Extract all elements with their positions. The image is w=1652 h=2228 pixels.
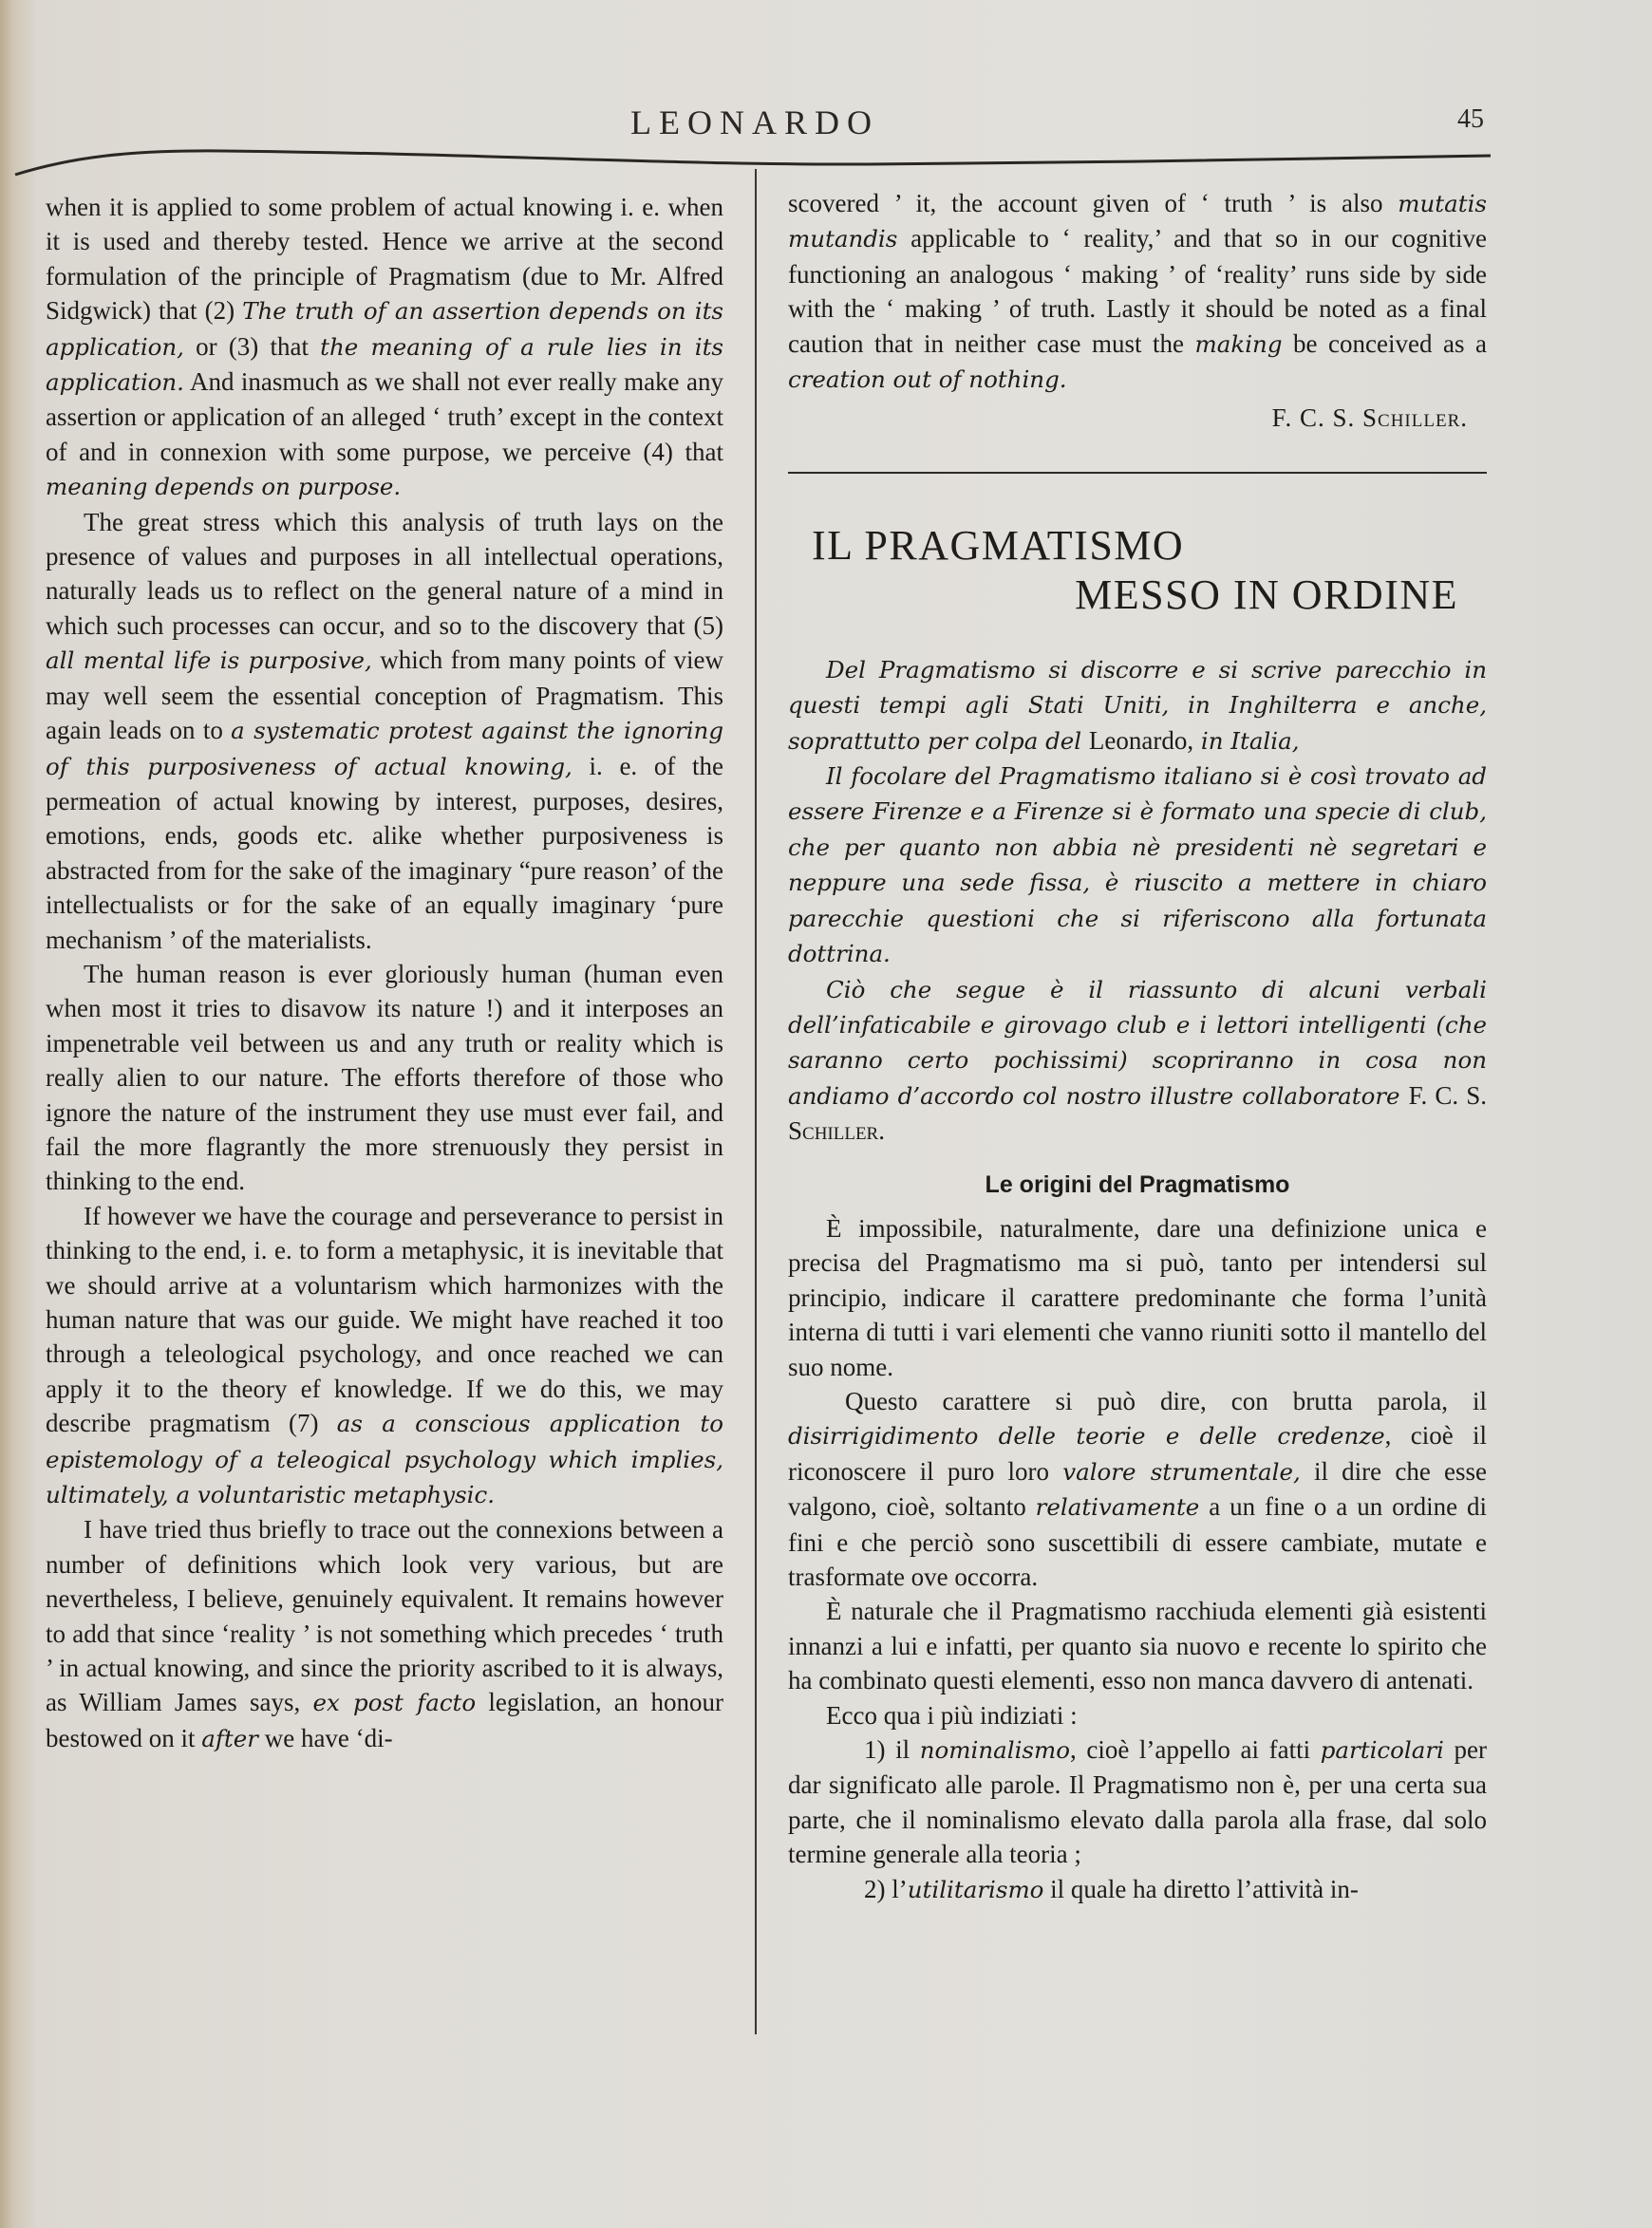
header-rule-line: [15, 151, 1491, 175]
article-intro: [788, 652, 1487, 1149]
intro-paragraph: [788, 652, 1487, 758]
italic-text-run: Ciò che segue è il riassunto di alcuni verbali dell’infaticabile e girovago club e i lettori intelligenti (che saranno certo pochissimi) scopriranno in cosa non andiamo d’accordo col nostro illustre collaboratore: [788, 975, 1487, 1110]
running-title: LEONARDO: [630, 103, 879, 141]
text-run: È naturale che il Pragmatismo racchiuda elementi già esistenti innanzi a lui e infatti, per quanto sia nuovo e recente lo spirito che ha combinato questi elementi, esso non manca davvero di antenati.: [788, 1597, 1487, 1695]
italic-text-run: a systematic protest against the ignoring of this purposiveness of actual knowing,: [46, 717, 724, 780]
continuation-paragraph: [788, 186, 1487, 397]
paragraph: [46, 505, 723, 957]
intro-paragraph: [788, 758, 1487, 971]
text-run: il dire che esse valgono, cioè, soltanto: [788, 1456, 1487, 1522]
italic-text-run: disirrigidimento delle teorie e delle credenze: [788, 1422, 1385, 1451]
italic-text-run: utilitarismo: [907, 1875, 1044, 1903]
article-title-line-2: MESSO IN ORDINE: [1075, 571, 1458, 618]
text-run: applicable to ‘ reality,’ and that so in our cognitive functioning an analogous ‘ making ’ of ‘reality’ runs side by side with the ‘ making ’ of truth. Lastly it should be noted as a final caution that in neither case must the: [788, 224, 1487, 358]
italic-text-run: mutatis mutandis: [788, 190, 1487, 253]
italic-text-run: particolari: [1320, 1736, 1444, 1765]
text-run: scovered ’ it, the account given of ‘ truth ’ is also: [788, 189, 1399, 217]
text-run: Schiller.: [788, 1116, 885, 1146]
paragraph: [46, 190, 723, 505]
left-column: [46, 190, 723, 1756]
italic-text-run: in Italia,: [1193, 726, 1300, 755]
italic-text-run: meaning depends on purpose.: [46, 473, 402, 501]
italic-text-run: nominalismo: [919, 1736, 1070, 1765]
text-run: If however we have the courage and perseverance to persist in thinking to the end, i. e. to form a metaphysic, it is inevitable that we should arrive at a voluntarism which harmonizes with the human nature that was our guide. We might have reached it too through a teleological psychology, and once reached we can apply it to the theory ef knowledge. If we do this, we may describe pragmatism (7): [46, 1201, 723, 1438]
body-paragraph: [788, 1698, 1487, 1732]
italic-text-run: after: [201, 1724, 258, 1752]
header-rule: [13, 142, 1494, 180]
author-signature: [788, 401, 1487, 435]
body-paragraph: [788, 1594, 1487, 1697]
italic-text-run: all mental life is purposive,: [46, 646, 372, 675]
italic-text-run: valore strumentale,: [1062, 1457, 1301, 1486]
section-subheading: Le origini del Pragmatismo: [985, 1170, 1290, 1198]
text-run: È impossibile, naturalmente, dare una definizione unica e precisa del Pragmatismo ma si può, tanto per intendersi sul principio, indicare il carattere predominante che forma l’unità interna di tutti i vari elementi che vanno riuniti sotto il mantello del suo nome.: [788, 1213, 1487, 1381]
article-title-line-1: IL PRAGMATISMO: [812, 521, 1185, 569]
text-run: 2) l’: [864, 1874, 908, 1903]
column-divider: [755, 169, 757, 2034]
text-run: or (3) that: [183, 331, 321, 361]
text-run: be conceived as a: [1282, 328, 1487, 358]
article-body: [788, 1211, 1487, 1907]
text-run: we have ‘di-: [257, 1723, 393, 1752]
text-run: Questo carattere si può dire, con brutta parola, il: [845, 1386, 1487, 1415]
italic-text-run: Il focolare del Pragmatismo italiano si è così trovato ad essere Firenze e a Firenze si è formato una specie di club, che per quanto non abbia nè presidenti nè segretari e neppure una sede fissa, è riuscito a mettere in chiaro parecchie questioni che si riferiscono alla fortunata dottrina.: [788, 762, 1487, 968]
section-divider-rule: [788, 472, 1487, 474]
intro-paragraph: [788, 972, 1487, 1149]
text-run: i. e. of the permeation of actual knowing by interest, purposes, desires, emotions, ends, goods etc. alike whether purposiveness is abstracted from for the sake of the imaginary “pure reason’ of the intellectualists or for the sake of an equally imaginary ‘pure mechanism ’ of the materialists.: [46, 751, 724, 954]
text-run: a un fine o a un ordine di fini e che perciò sono suscettibili di essere cambiate, mutate e trasformate ove occorra.: [788, 1492, 1487, 1591]
paragraph: [46, 1512, 723, 1756]
italic-text-run: relativamente: [1035, 1493, 1200, 1522]
paragraph: [46, 1199, 723, 1513]
text-run: when it is applied to some problem of actual knowing i. e. when it is used and thereby tested. Hence we arrive at the second formulation of the principle of Pragmatism (due to Mr. Alfred Sidgwick) that (2): [46, 193, 723, 326]
text-run: And inasmuch as we shall not ever really make any assertion or application of an alleged ‘ truth’ except in the context of and in connexion with some purpose, we perceive (4) that: [46, 367, 723, 466]
body-paragraph: [788, 1872, 1487, 1907]
text-run: legislation, an honour bestowed on it: [46, 1688, 723, 1752]
page-number: 45: [1457, 104, 1484, 134]
body-paragraph: [788, 1732, 1487, 1872]
text-run: The human reason is ever gloriously human (human even when most it tries to disavow its nature !) and it interposes an impenetrable veil between us and any truth or reality which is really alien to our nature. The efforts therefore of those who ignore the nature of the instrument they use must ever fail, and fail the more flagrantly the more strenuously they persist in thinking to the end.: [46, 959, 723, 1196]
italic-text-run: as a conscious application to epistemology of a teleogical psychology which implies, ultimately, a voluntaristic metaphysic.: [46, 1410, 723, 1509]
text-run: , cioè il riconoscere il puro loro: [788, 1421, 1487, 1486]
text-run: The great stress which this analysis of truth lays on the presence of values and purposes in all intellectual operations, naturally leads us to reflect on the general nature of a mind in which such processes can occur, and so to the discovery that (5): [46, 507, 723, 640]
italic-text-run: ex post facto: [312, 1689, 477, 1717]
italic-text-run: The truth of an assertion depends on its application,: [46, 297, 723, 361]
text-run: il quale ha diretto l’attività in-: [1043, 1874, 1359, 1903]
text-run: Leonardo,: [1088, 725, 1194, 755]
italic-text-run: Del Pragmatismo si discorre e si scrive parecchio in questi tempi agli Stati Uniti, in Inghilterra e anche, soprattutto per colpa del: [788, 655, 1487, 755]
body-paragraph: [788, 1384, 1487, 1594]
text-run: F. C. S.: [1408, 1080, 1487, 1110]
text-run: which from many points of view may well seem the essential conception of Pragmatism. This again leads on to: [46, 646, 723, 745]
italic-text-run: the meaning of a rule lies in its application.: [46, 332, 723, 397]
body-paragraph: [788, 1211, 1487, 1384]
text-run: Ecco qua i più indiziati :: [826, 1700, 1078, 1730]
text-run: I have tried thus briefly to trace out the connexions between a number of definitions which look very various, but are nevertheless, I believe, genuinely equivalent. It remains however to add that since ‘reality ’ is not something which precedes ‘ truth ’ in actual knowing, and since the priority ascribed to it is always, as William James says,: [46, 1515, 723, 1717]
right-column: [788, 186, 1487, 1907]
text-run: per dar significato alle parole. Il Pragmatismo non è, per una certa sua parte, che il nominalismo elevato dalla parola alla frase, dal solo termine generale alla teoria ;: [788, 1735, 1487, 1869]
italic-text-run: making: [1194, 329, 1283, 358]
paragraph: [46, 957, 723, 1199]
text-run: , cioè l’appello ai fatti: [1069, 1735, 1321, 1765]
article-title: [788, 521, 1487, 620]
signature-text: F. C. S. Schiller.: [1271, 403, 1468, 433]
text-run: 1) il: [864, 1735, 920, 1765]
italic-text-run: creation out of nothing.: [788, 365, 1067, 394]
